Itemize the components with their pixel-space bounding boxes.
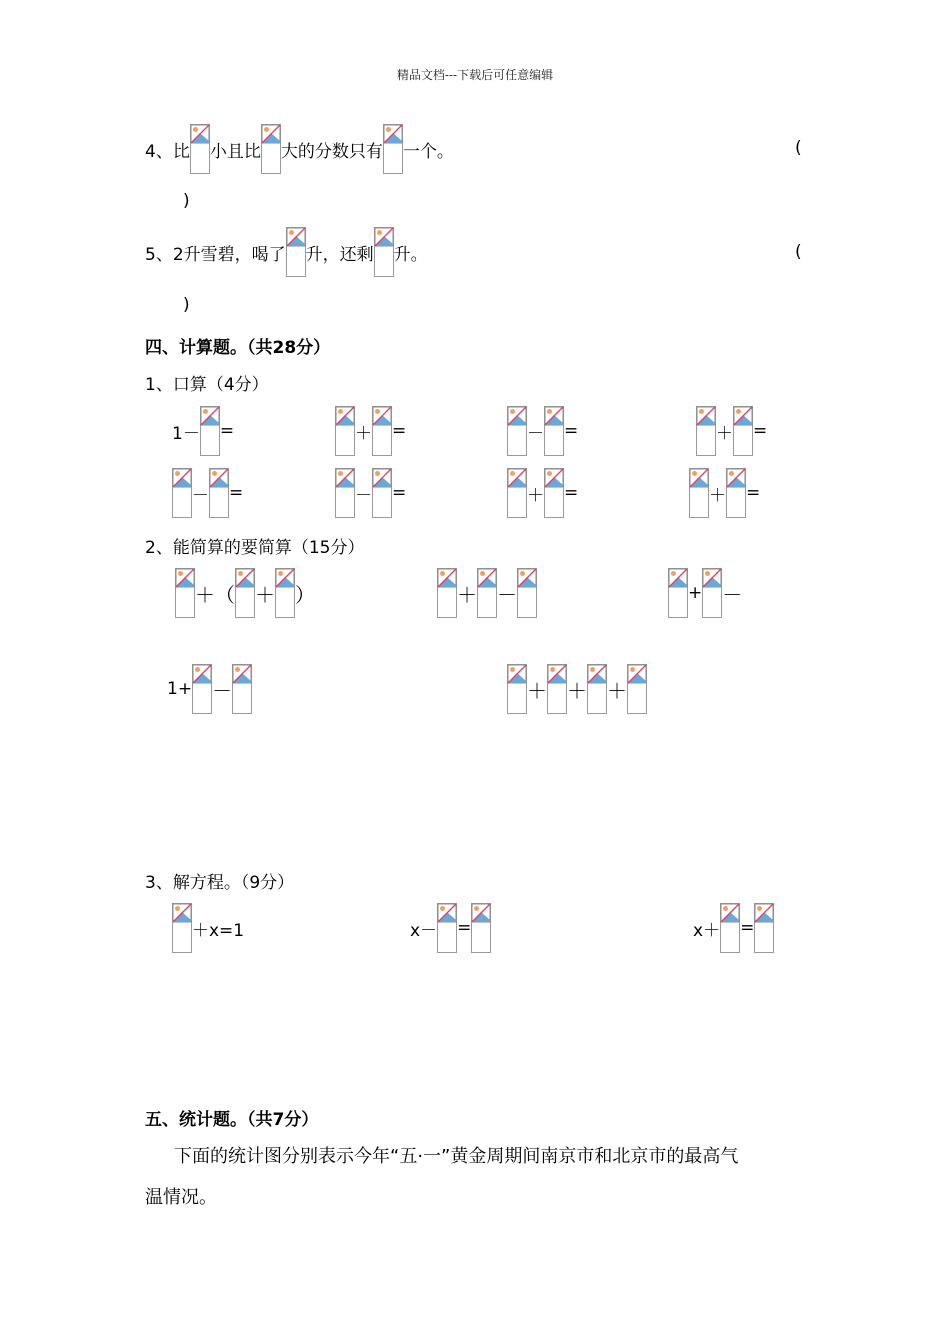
q5-close-paren: ) [183, 295, 190, 315]
fraction-image-icon [383, 124, 403, 174]
op-text: x＋ [693, 920, 721, 941]
fraction-image-icon [209, 468, 229, 518]
fraction-image-icon [726, 468, 746, 518]
fraction-image-icon [335, 406, 355, 456]
oral-calc-1 [172, 406, 234, 456]
simplify-expr-2 [437, 568, 537, 618]
section-5-title: 五、统计题。（共7分） [145, 1110, 319, 1130]
q5-open-paren: ( [795, 242, 802, 262]
oral-calc-4 [696, 406, 767, 456]
fraction-image-icon [275, 568, 295, 618]
op-text: ＋ [716, 423, 733, 444]
op-text: x－ [410, 920, 438, 941]
fraction-image-icon [372, 406, 392, 456]
q4-close-paren: ) [183, 191, 190, 211]
op-text: － [355, 485, 372, 506]
op-text: = [392, 483, 407, 503]
question-5 [145, 227, 428, 277]
op-text: = [229, 483, 244, 503]
fraction-image-icon [335, 468, 355, 518]
page-header: 精品文档---下载后可任意编辑 [396, 68, 554, 82]
q5-text-3: 升。 [393, 244, 428, 265]
op-text: ＋ [567, 678, 587, 703]
fraction-image-icon [733, 406, 753, 456]
simplify-expr-4 [167, 664, 252, 714]
fraction-image-icon [517, 568, 537, 618]
fraction-image-icon [286, 227, 306, 277]
fraction-image-icon [696, 406, 716, 456]
fraction-image-icon [190, 124, 210, 174]
op-text: － [497, 582, 517, 607]
op-text: ＋（ [195, 582, 235, 607]
fraction-image-icon [172, 468, 192, 518]
fraction-image-icon [547, 664, 567, 714]
q5-text-2: 升，还剩 [305, 244, 374, 265]
fraction-image-icon [372, 468, 392, 518]
part-1-title: 1、口算（4分） [145, 375, 269, 395]
op-text: = [564, 421, 579, 441]
op-text: = [753, 421, 768, 441]
q4-text-3: 大的分数只有 [280, 141, 383, 162]
fraction-image-icon [544, 406, 564, 456]
fraction-image-icon [192, 664, 212, 714]
op-text: ＋ [255, 582, 275, 607]
fraction-image-icon [507, 468, 527, 518]
op-text: ＋ [527, 485, 544, 506]
op-text: = [392, 421, 407, 441]
question-4 [145, 124, 454, 174]
fraction-image-icon [587, 664, 607, 714]
op-text: ＋ [355, 423, 372, 444]
oral-calc-2 [335, 406, 406, 456]
fraction-image-icon [544, 468, 564, 518]
op-text: ＋x=1 [192, 920, 245, 941]
part-3-title: 3、解方程。（9分） [145, 873, 295, 893]
fraction-image-icon [627, 664, 647, 714]
op-text: ＋ [457, 582, 477, 607]
op-text: = [564, 483, 579, 503]
q4-text-2: 小且比 [209, 141, 261, 162]
fraction-image-icon [175, 568, 195, 618]
op-text: + [688, 583, 703, 603]
op-text: 1+ [167, 679, 193, 699]
op-text: = [740, 918, 755, 938]
op-text: ＋ [709, 485, 726, 506]
op-text: ＋ [527, 678, 547, 703]
equation-3 [693, 903, 774, 953]
fraction-image-icon [720, 903, 740, 953]
oral-calc-3 [507, 406, 578, 456]
op-text: ＋ [607, 678, 627, 703]
fraction-image-icon [172, 903, 192, 953]
fraction-image-icon [668, 568, 688, 618]
oral-calc-8 [689, 468, 760, 518]
fraction-image-icon [261, 124, 281, 174]
op-text: = [219, 421, 235, 441]
fraction-image-icon [689, 468, 709, 518]
simplify-expr-1 [175, 568, 315, 618]
fraction-image-icon [507, 406, 527, 456]
oral-calc-5 [172, 468, 243, 518]
fraction-image-icon [437, 903, 457, 953]
oral-calc-7 [507, 468, 578, 518]
q4-open-paren: ( [795, 138, 802, 158]
op-text: ） [295, 582, 315, 607]
op-text: － [722, 582, 743, 607]
op-text: － [212, 678, 233, 703]
op-text: = [457, 918, 472, 938]
fraction-image-icon [477, 568, 497, 618]
simplify-expr-3 [668, 568, 742, 618]
section-5-paragraph-line-2: 温情况。 [145, 1187, 217, 1208]
equation-1 [172, 903, 244, 953]
q5-text-1: 5、2升雪碧，喝了 [145, 244, 286, 265]
fraction-image-icon [232, 664, 252, 714]
op-text: － [192, 485, 209, 506]
op-text: = [746, 483, 761, 503]
fraction-image-icon [754, 903, 774, 953]
fraction-image-icon [235, 568, 255, 618]
fraction-image-icon [200, 406, 220, 456]
equation-2 [410, 903, 491, 953]
fraction-image-icon [374, 227, 394, 277]
q4-text-1: 4、比 [145, 141, 190, 162]
simplify-expr-5 [507, 664, 647, 714]
fraction-image-icon [507, 664, 527, 714]
q4-text-4: 一个。 [402, 141, 454, 162]
fraction-image-icon [437, 568, 457, 618]
part-2-title: 2、能简算的要简算（15分） [145, 538, 365, 558]
fraction-image-icon [702, 568, 722, 618]
fraction-image-icon [471, 903, 491, 953]
op-text: 1－ [172, 423, 200, 444]
op-text: － [527, 423, 544, 444]
section-4-title: 四、计算题。（共28分） [145, 338, 331, 358]
section-5-paragraph-line-1: 下面的统计图分别表示今年“五·一”黄金周期间南京市和北京市的最高气 [174, 1146, 739, 1167]
oral-calc-6 [335, 468, 406, 518]
